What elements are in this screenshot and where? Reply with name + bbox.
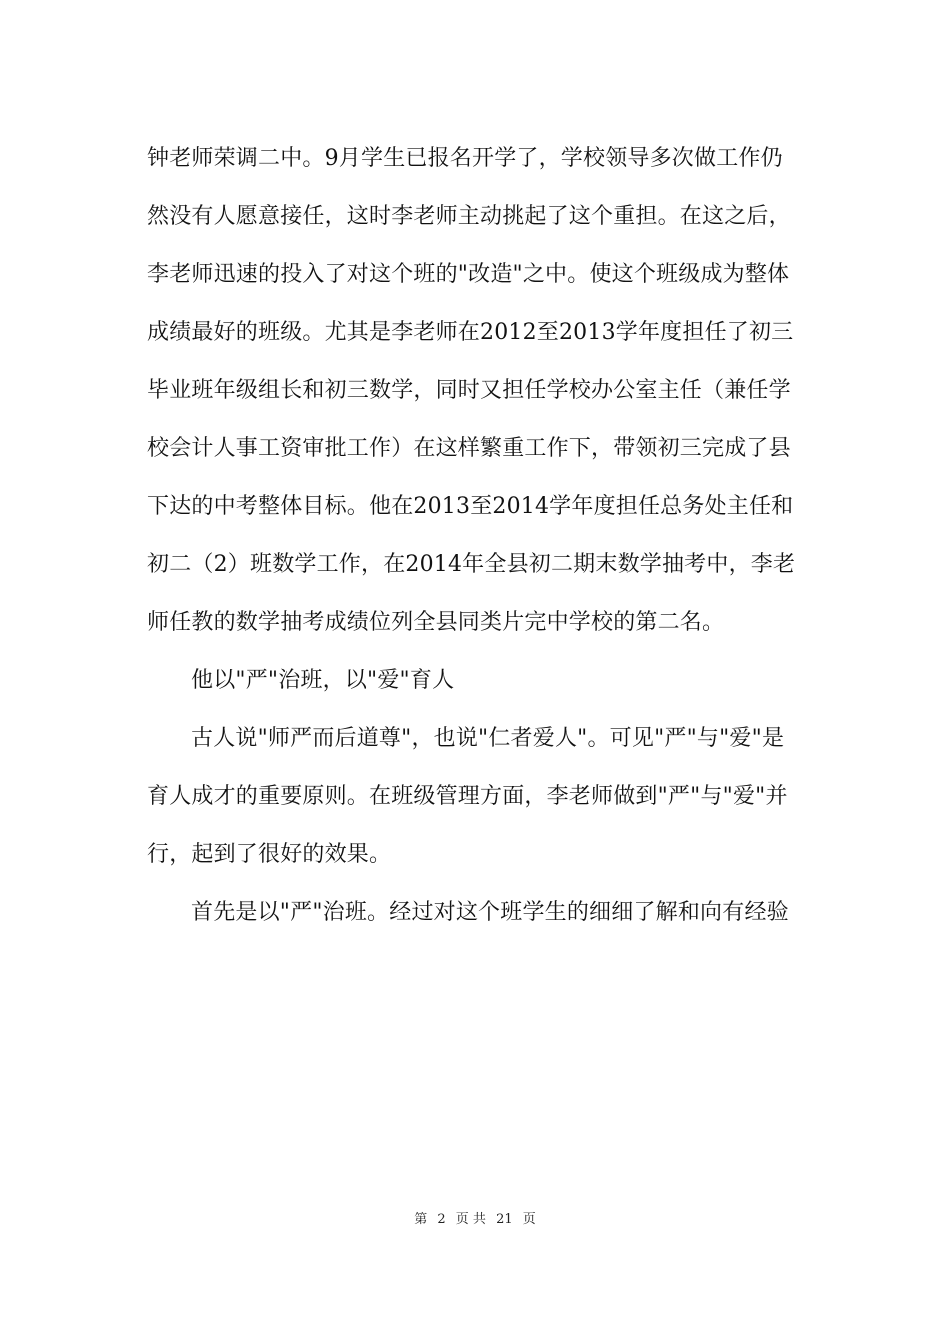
- text-line: 育人成才的重要原则。在班级管理方面，李老师做到"严"与"爱"并: [147, 784, 788, 809]
- text-line: 李老师迅速的投入了对这个班的"改造"之中。使这个班级成为整体: [147, 262, 790, 287]
- footer-prefix: 第: [414, 1212, 428, 1227]
- section-heading: 他以"严"治班，以"爱"育人: [191, 668, 455, 693]
- page-footer: [0, 1208, 950, 1227]
- paragraph-start-line: 古人说"师严而后道尊"，也说"仁者爱人"。可见"严"与"爱"是: [191, 726, 785, 751]
- paragraph-start-line: 首先是以"严"治班。经过对这个班学生的细细了解和向有经验: [191, 900, 789, 925]
- footer-mid: 页 共: [455, 1212, 486, 1227]
- page-number: 2: [437, 1212, 446, 1227]
- text-line: 然没有人愿意接任，这时李老师主动挑起了这个重担。在这之后，: [147, 204, 791, 229]
- document-body: [147, 130, 807, 942]
- text-line: 钟老师荣调二中。9月学生已报名开学了，学校领导多次做工作仍: [147, 146, 783, 171]
- text-line: 行，起到了很好的效果。: [147, 842, 392, 867]
- page-total: 21: [496, 1212, 513, 1227]
- footer-suffix: 页: [522, 1212, 536, 1227]
- text-line: 师任教的数学抽考成绩位列全县同类片完中学校的第二名。: [147, 610, 725, 635]
- text-line: 初二（2）班数学工作，在2014年全县初二期末数学抽考中，李老: [147, 552, 796, 577]
- text-line: 毕业班年级组长和初三数学，同时又担任学校办公室主任（兼任学: [147, 378, 791, 403]
- text-line: 成绩最好的班级。尤其是李老师在2012至2013学年度担任了初三: [147, 320, 794, 345]
- text-line: 下达的中考整体目标。他在2013至2014学年度担任总务处主任和: [147, 494, 794, 519]
- text-line: 校会计人事工资审批工作）在这样繁重工作下，带领初三完成了县: [147, 436, 791, 461]
